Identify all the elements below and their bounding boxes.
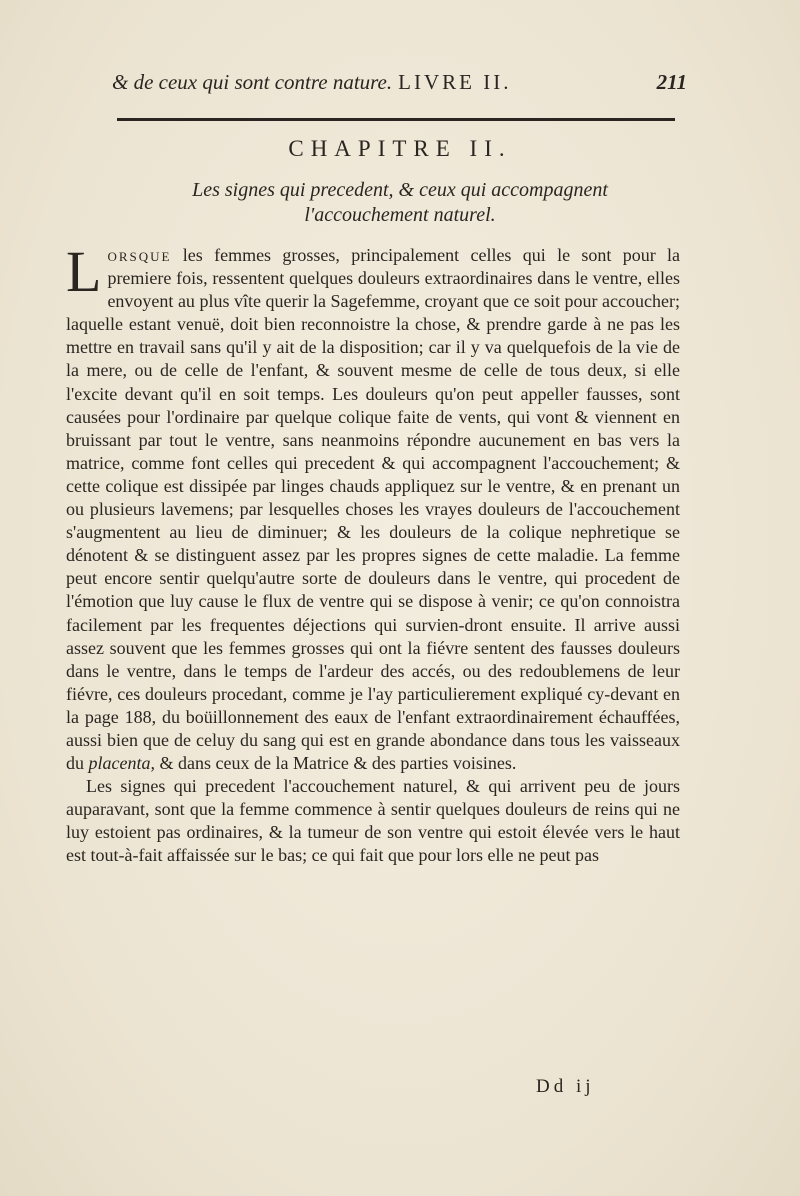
margin-specks [690, 150, 730, 210]
paragraph-1-end: & dans ceux de la Matrice & des parties voisines. [154, 753, 517, 774]
placenta-italic: placenta, [88, 753, 155, 774]
paragraph-1 [66, 239, 680, 775]
first-word-rest: orsque [107, 245, 172, 265]
signature-mark: Dd ij [536, 1076, 595, 1097]
chapter-title-line2: l'accouchement naturel. [304, 204, 496, 226]
drop-cap: L [66, 239, 102, 304]
chapter-title-line1: Les signes qui precedent, & ceux qui accompagnent [192, 179, 608, 201]
running-head [112, 70, 687, 100]
paragraph-2: Les signes qui precedent l'accouchement naturel, & qui arrivent peu de jours auparavant, sont que la femme commence à sentir quelques douleurs de reins qui ne luy estoient pas ordinaires, & la tumeur de son ventre qui estoit élevée vers le haut est tout-à-fait affaissée sur le bas; ce qui fait que pour lors elle ne peut pas [66, 776, 680, 866]
page-number: 211 [656, 70, 687, 94]
chapter-title [110, 178, 690, 228]
paragraph-1-text: les femmes grosses, principalement celles qui le sont pour la premiere fois, ressentent quelques douleurs extraordinaires dans le ventre, elles envoyent au plus vîte querir la Sagefemme, croyant que ce soit pour accoucher; laquelle estant venuë, doit bien reconnoistre la chose, & prendre garde à ne pas les mettre en travail sans qu'il y ait de la disposition; car il y va quelquefois de la vie de la mere, ou de celle de l'enfant, & souvent mesme de celle de tous deux, si elle l'excite devant qu'il en soit temps. Les douleurs qu'on peut appeller fausses, sont causées pour l'ordinaire par quelque colique faite de vents, qui vont & viennent en bruissant par tout le ventre, sans neanmoins répondre aucunement en bas vers la matrice, comme font celles qui precedent & qui accompagnent l'accouchement; & cette colique est dissipée par linges chauds appliquez sur le ventre, & en prenant un ou plusieurs lavemens; par lesquelles choses les vrayes douleurs de l'accouchement s'augmentent au lieu de diminuer; & les douleurs de la colique nephretique se dénotent & se distinguent assez par les propres signes de cette maladie. La femme peut encore sentir quelqu'autre sorte de douleurs dans le ventre, qui procedent de l'émotion que luy cause le flux de ventre qui se dispose à venir; ce qu'on connoistra facilement par les frequentes déjections qui survien-dront ensuite. Il arrive aussi assez souvent que les femmes grosses qui ont la fiévre sentent des fausses douleurs dans le ventre, dans le temps de l'ardeur des accés, ou des redoublemens de leur fiévre, ces douleurs procedant, comme je l'ay particulierement expliqué cy-devant en la page 188, du boüillonnement des eaux de l'enfant extraordinairement échauffées, aussi bien que de celuy du sang qui est en grande abondance dans tous les vaisseaux du [66, 245, 680, 774]
body-text [66, 239, 680, 868]
header-rule [117, 118, 675, 121]
chapter-heading: CHAPITRE II. [288, 136, 512, 161]
running-head-book: LIVRE II. [398, 70, 512, 94]
running-head-title: & de ceux qui sont contre nature. LIVRE II. [112, 70, 512, 94]
